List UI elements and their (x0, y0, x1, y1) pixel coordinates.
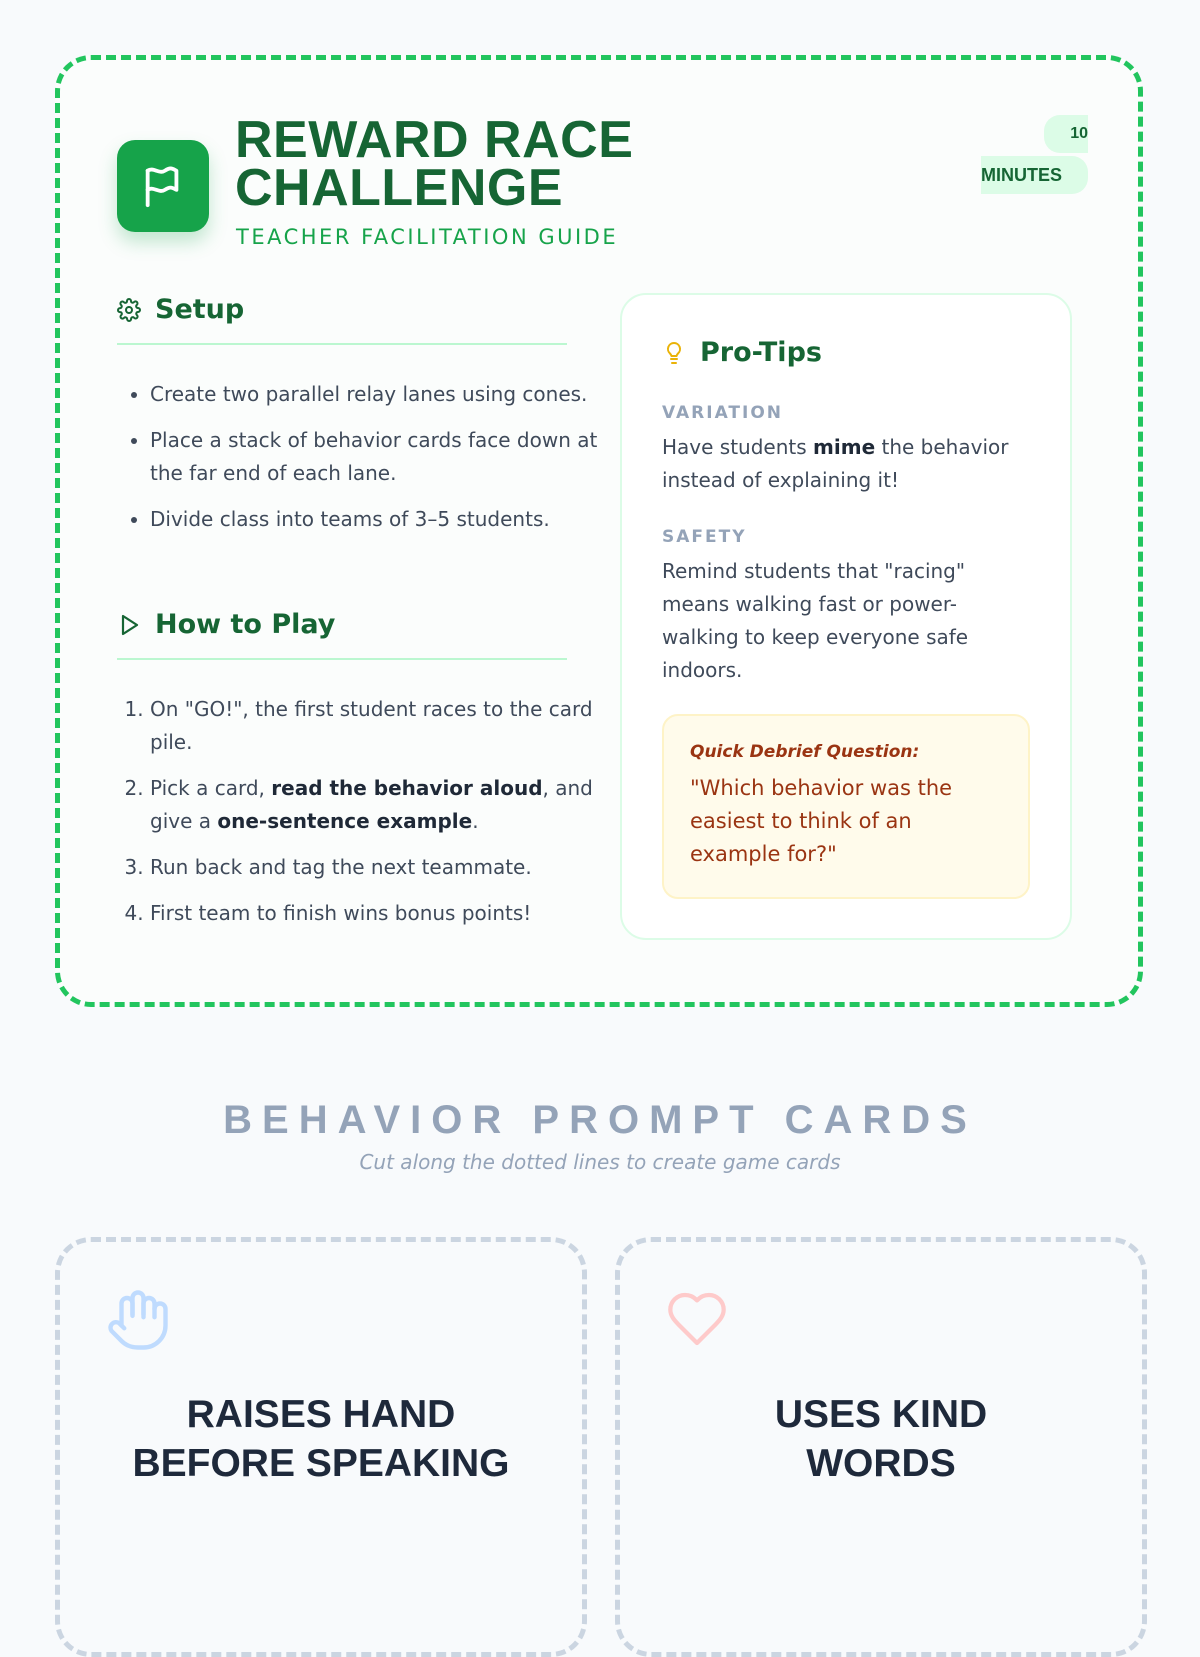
variation-text-part: the behavior instead of explaining it! (662, 435, 1009, 492)
step-text: First team to finish wins bonus points! (150, 901, 532, 925)
setup-heading (117, 294, 567, 345)
heart-icon (665, 1287, 729, 1351)
gear-icon (117, 298, 141, 322)
how-to-play-heading-label: How to Play (155, 609, 336, 640)
step-emphasis: one-sentence example (217, 809, 473, 833)
safety-text: Remind students that "racing" means walking fast or power-walking to keep everyone safe indoors. (662, 559, 969, 682)
step-text: . (472, 809, 479, 833)
list-item: • Create two parallel relay lanes using cones. (150, 378, 600, 411)
hand-icon (105, 1287, 171, 1353)
pro-tips-panel (620, 293, 1072, 940)
duration-value: 10 (1044, 115, 1088, 153)
list-item (150, 772, 600, 838)
cards-section-title: BEHAVIOR PROMPT CARDS (223, 1098, 977, 1142)
behavior-card (55, 1237, 587, 1657)
list-item (150, 897, 600, 930)
step-emphasis: read the behavior aloud (271, 776, 543, 800)
page-subtitle: TEACHER FACILITATION GUIDE (236, 225, 619, 249)
page-title: REWARD RACE CHALLENGE (235, 111, 634, 217)
how-to-play-heading (117, 609, 567, 660)
play-steps-list (117, 693, 600, 943)
debrief-box (662, 714, 1030, 899)
list-item (150, 851, 600, 884)
step-text: On "GO!", the first student races to the card pile. (150, 697, 593, 754)
pro-tips-heading (662, 337, 822, 368)
play-icon (117, 613, 141, 637)
setup-list (117, 378, 600, 549)
debrief-label: Quick Debrief Question: (690, 742, 920, 762)
variation-text-part: Have students (662, 435, 814, 459)
variation-label: VARIATION (662, 403, 784, 423)
debrief-question: "Which behavior was the easiest to think of an example for?" (690, 776, 953, 866)
variation-text (662, 431, 1032, 497)
behavior-card (615, 1237, 1147, 1657)
duration-unit: MINUTES (981, 156, 1088, 194)
list-item: • Divide class into teams of 3–5 students. (150, 503, 600, 536)
lightbulb-icon (662, 340, 686, 366)
list-item: • Place a stack of behavior cards face down at the far end of each lane. (150, 424, 600, 490)
behavior-card-text: RAISES HAND BEFORE SPEAKING (132, 1393, 510, 1485)
behavior-card-text: USES KIND WORDS (774, 1393, 988, 1485)
safety-label: SAFETY (662, 527, 747, 547)
cards-section-subtitle: Cut along the dotted lines to create game cards (359, 1150, 841, 1174)
flag-icon (117, 140, 209, 232)
pro-tips-heading-label: Pro-Tips (700, 337, 822, 368)
facilitation-guide-card (55, 55, 1143, 1007)
list-item (150, 693, 600, 759)
setup-heading-label: Setup (155, 294, 245, 325)
variation-emphasis: mime (813, 435, 876, 459)
step-text: Pick a card, (150, 776, 272, 800)
step-text: Run back and tag the next teammate. (150, 855, 532, 879)
step-text: , and give a (150, 776, 593, 833)
